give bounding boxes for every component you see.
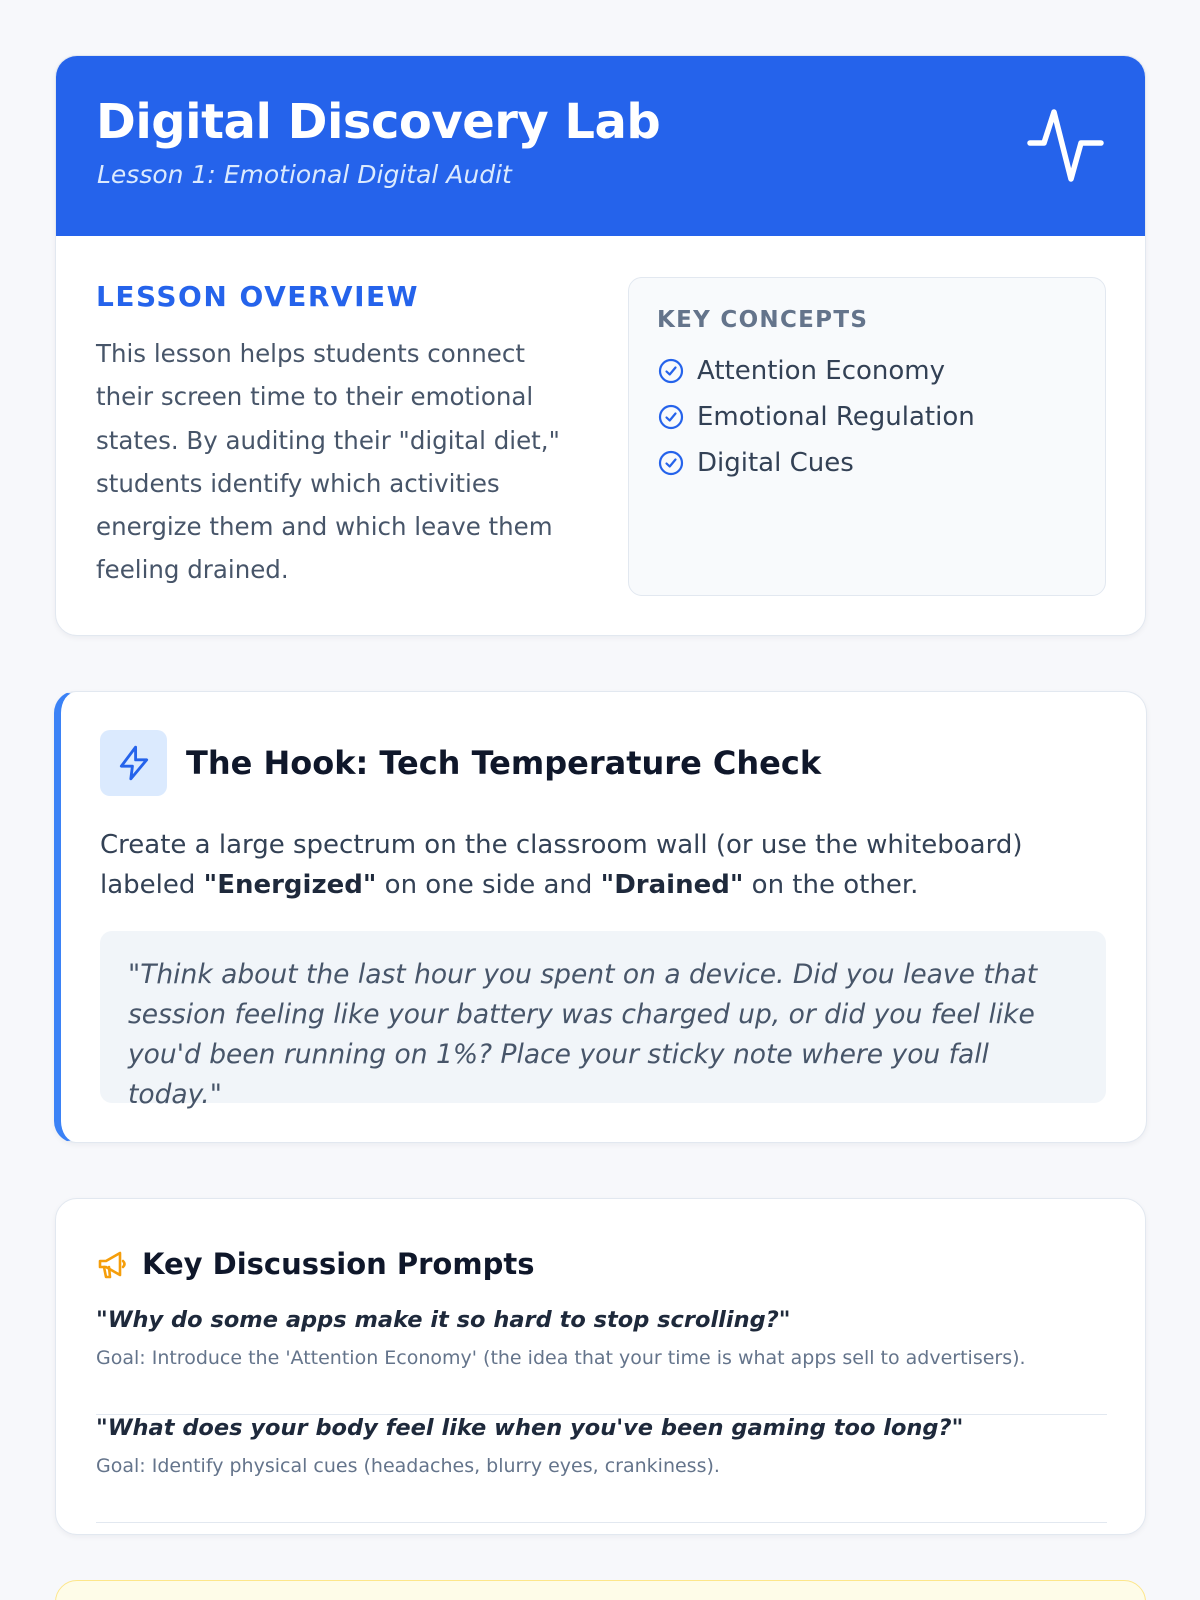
hook-instructions — [100, 825, 1100, 905]
discussion-prompt — [96, 1415, 1107, 1523]
lightning-icon — [115, 744, 153, 782]
hook-text-part: on one side and — [376, 870, 601, 900]
header-banner — [56, 56, 1145, 236]
pulse-icon — [1027, 106, 1105, 186]
overview-text: This lesson helps students connect their screen time to their emotional states. By auditing their "digital diet," students identify which activities energize them and which leave them feeling drained. — [96, 339, 560, 585]
check-circle-icon — [657, 449, 685, 477]
energized-label: "Energized" — [203, 870, 377, 900]
discussion-title: Key Discussion Prompts — [142, 1247, 535, 1281]
prompt-question: "Why do some apps make it so hard to stop scrolling?" — [96, 1307, 791, 1333]
lesson-subtitle: Lesson 1: Emotional Digital Audit — [97, 160, 512, 189]
lesson-header-card — [55, 55, 1146, 636]
check-circle-icon — [657, 357, 685, 385]
concept-item — [657, 445, 854, 481]
hook-card — [54, 691, 1147, 1143]
concept-item — [657, 353, 945, 389]
concept-label: Digital Cues — [697, 448, 854, 478]
concept-item — [657, 399, 975, 435]
hook-icon-tile — [100, 730, 167, 796]
page-title: Digital Discovery Lab — [96, 94, 661, 150]
key-concepts-heading: KEY CONCEPTS — [657, 307, 869, 333]
hook-title: The Hook: Tech Temperature Check — [186, 744, 822, 782]
discussion-card — [55, 1198, 1146, 1535]
check-circle-icon — [657, 403, 685, 431]
discussion-prompt — [96, 1307, 1107, 1415]
concept-label: Emotional Regulation — [697, 402, 975, 432]
hook-quote-box — [100, 931, 1106, 1110]
prompt-goal: Goal: Identify physical cues (headaches, blurry eyes, crankiness). — [96, 1455, 720, 1477]
drained-label: "Drained" — [600, 870, 744, 900]
key-concepts-panel — [628, 277, 1106, 596]
prompt-question: "What does your body feel like when you've been gaming too long?" — [96, 1415, 964, 1441]
hook-quote: "Think about the last hour you spent on a device. Did you leave that session feeling like your battery was charged up, or did you feel like you'd been running on 1%? Place your sticky note where you fall today." — [128, 959, 1038, 1110]
concept-label: Attention Economy — [697, 356, 945, 386]
next-section-card — [55, 1580, 1146, 1600]
hook-text-part: on the other. — [743, 870, 919, 900]
hook-text-part: Create a large spectrum on the classroom wall (or use the whiteboard) labeled — [100, 830, 1023, 900]
megaphone-icon — [96, 1249, 128, 1281]
prompt-goal: Goal: Introduce the 'Attention Economy' (the idea that your time is what apps sell to advertisers). — [96, 1347, 1026, 1369]
overview-heading: LESSON OVERVIEW — [96, 280, 420, 313]
